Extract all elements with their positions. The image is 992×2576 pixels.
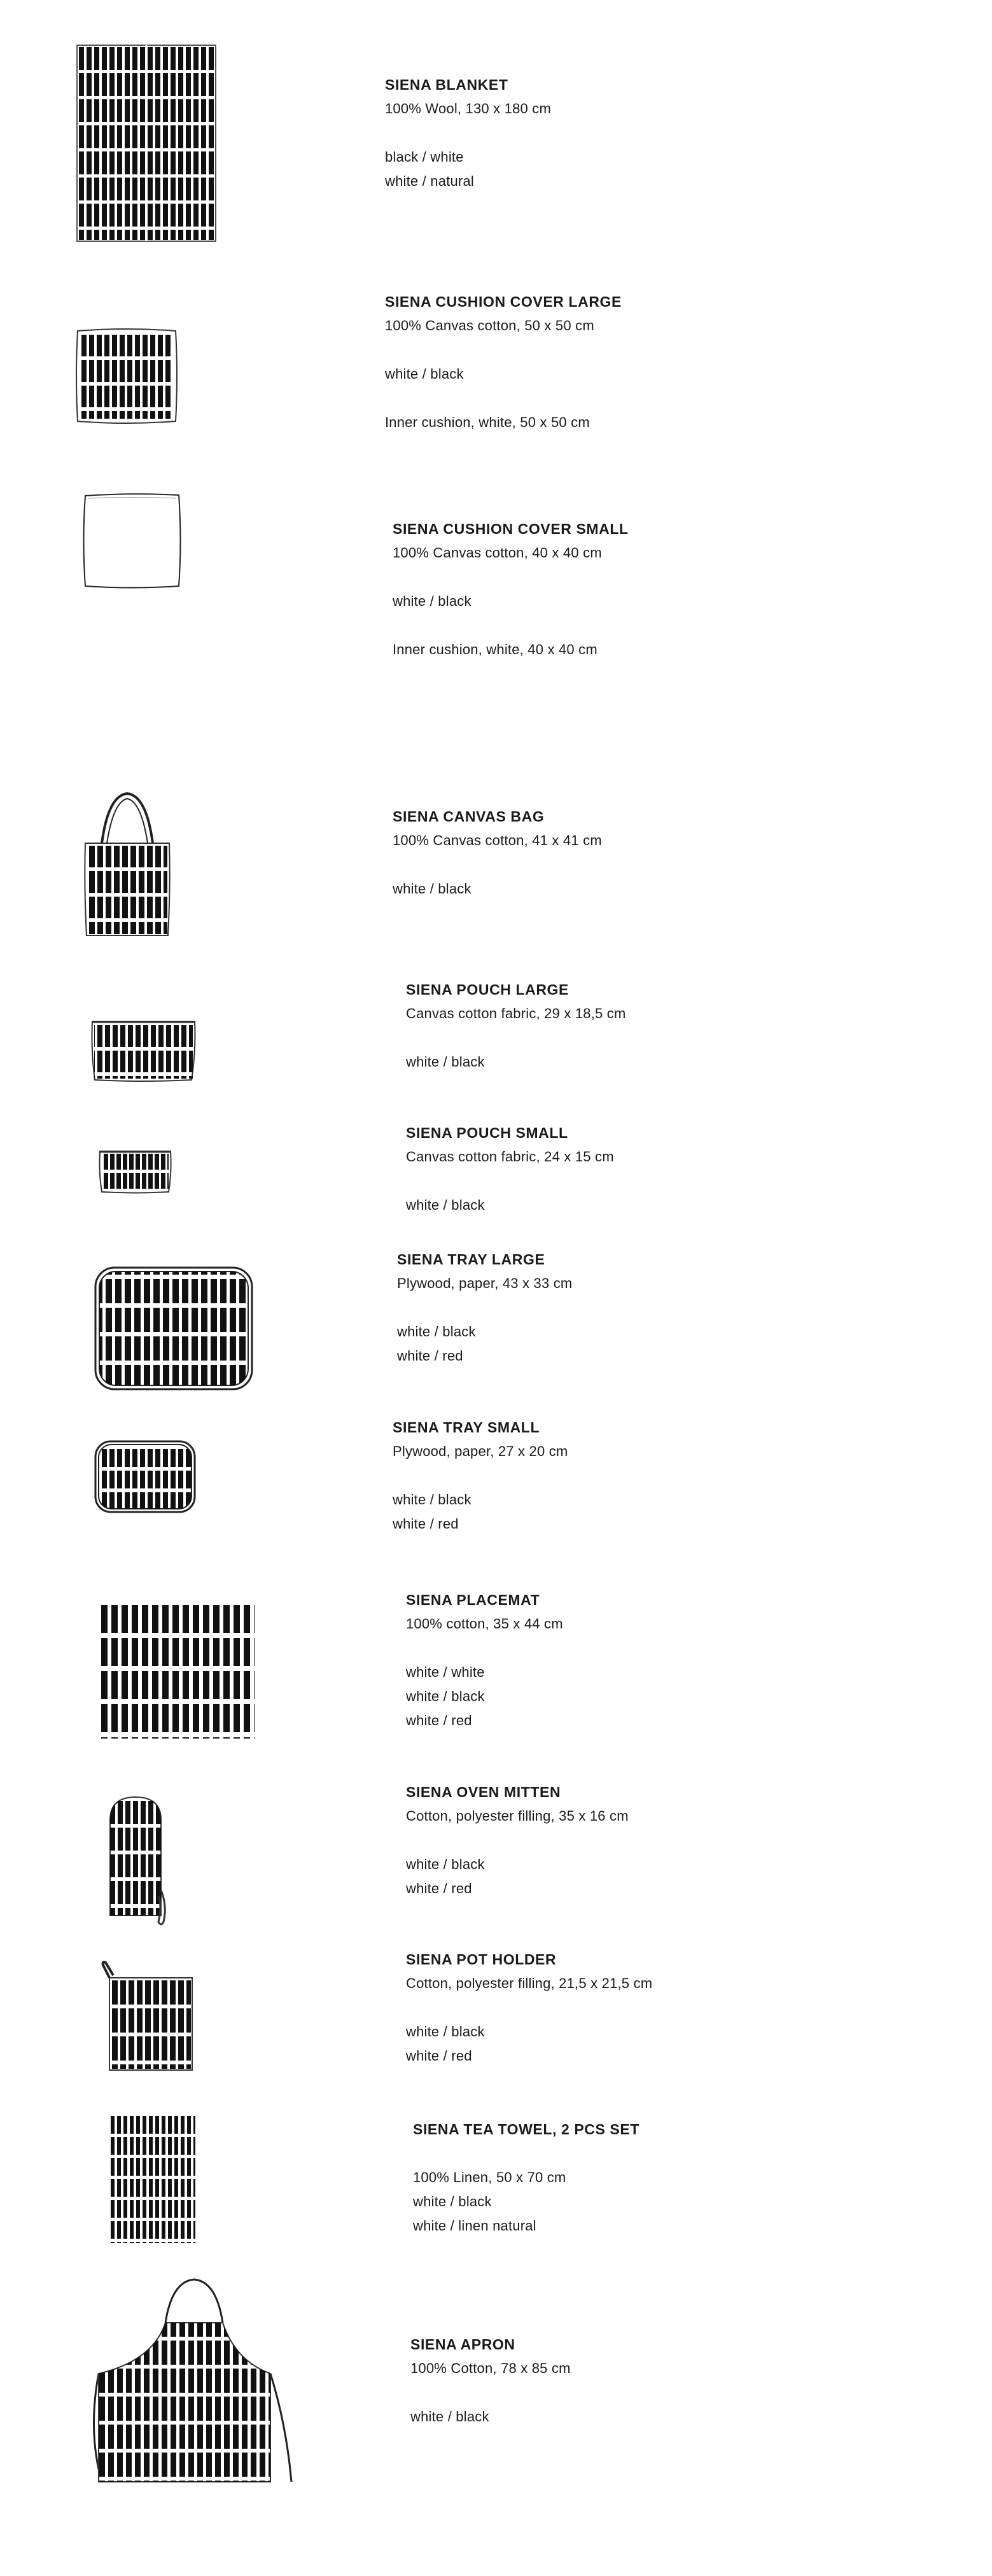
product-title: SIENA POUCH SMALL (406, 1124, 568, 1141)
oven-mitten-icon (105, 1795, 175, 1928)
product-detail: 100% Canvas cotton, 50 x 50 cm (385, 318, 594, 333)
product-detail: Cotton, polyester filling, 21,5 x 21,5 cm (406, 1975, 653, 1991)
product-detail: 100% cotton, 35 x 44 cm (406, 1616, 563, 1632)
color-option: white / black (397, 1324, 476, 1340)
product-title: SIENA TRAY SMALL (393, 1419, 540, 1436)
inner-cushion-note: Inner cushion, white, 50 x 50 cm (385, 414, 590, 430)
color-option: white / black (413, 2194, 492, 2209)
product-title: SIENA APRON (410, 2336, 515, 2353)
color-option: white / black (406, 2024, 485, 2040)
product-detail: 100% Linen, 50 x 70 cm (413, 2169, 566, 2185)
product-title: SIENA POUCH LARGE (406, 981, 569, 998)
cushion-large-icon (76, 328, 177, 424)
product-title: SIENA PLACEMAT (406, 1592, 540, 1608)
color-option: white / red (397, 1348, 463, 1364)
color-option: black / white (385, 149, 464, 165)
product-detail: Plywood, paper, 43 x 33 cm (397, 1275, 573, 1291)
product-title: SIENA CUSHION COVER LARGE (385, 293, 622, 310)
cushion-small-icon (83, 493, 181, 589)
product-detail: 100% Wool, 130 x 180 cm (385, 101, 552, 116)
product-detail: Plywood, paper, 27 x 20 cm (393, 1443, 568, 1459)
product-title: SIENA OVEN MITTEN (406, 1784, 561, 1800)
color-option: white / black (393, 593, 472, 609)
tray-small-icon (94, 1440, 196, 1513)
color-option: white / black (410, 2409, 489, 2425)
product-detail: Cotton, polyester filling, 35 x 16 cm (406, 1808, 629, 1824)
inner-cushion-note: Inner cushion, white, 40 x 40 cm (393, 641, 597, 657)
color-option: white / white (406, 1664, 485, 1680)
tray-large-icon (94, 1266, 253, 1390)
color-option: white / red (406, 2048, 472, 2064)
color-option: white / red (406, 1880, 472, 1896)
color-option: white / natural (385, 173, 474, 189)
product-detail: 100% Canvas cotton, 41 x 41 cm (393, 832, 602, 848)
product-detail: 100% Cotton, 78 x 85 cm (410, 2360, 571, 2376)
color-option: white / black (393, 1492, 472, 1508)
placemat-icon (99, 1605, 255, 1739)
product-title: SIENA TEA TOWEL, 2 PCS SET (413, 2121, 639, 2138)
color-option: white / black (406, 1688, 485, 1704)
pot-holder-icon (101, 1961, 196, 2073)
product-title: SIENA POT HOLDER (406, 1951, 557, 1968)
pouch-small-icon (99, 1150, 172, 1194)
color-option: white / black (385, 366, 464, 382)
product-title: SIENA CANVAS BAG (393, 808, 545, 825)
product-title: SIENA TRAY LARGE (397, 1251, 545, 1268)
color-option: white / black (393, 881, 472, 897)
apron-icon (95, 2278, 299, 2488)
pouch-large-icon (91, 1020, 196, 1082)
color-option: white / red (406, 1712, 472, 1728)
product-title: SIENA BLANKET (385, 76, 508, 93)
blanket-icon (76, 45, 216, 242)
color-option: white / black (406, 1856, 485, 1872)
canvas-bag-icon (83, 792, 172, 939)
color-option: white / linen natural (413, 2218, 536, 2234)
color-option: white / black (406, 1054, 485, 1070)
product-detail: 100% Canvas cotton, 40 x 40 cm (393, 545, 602, 561)
tea-towel-icon (109, 2116, 195, 2243)
color-option: white / black (406, 1197, 485, 1213)
product-detail: Canvas cotton fabric, 24 x 15 cm (406, 1149, 614, 1165)
product-detail: Canvas cotton fabric, 29 x 18,5 cm (406, 1005, 626, 1021)
color-option: white / red (393, 1516, 459, 1532)
product-title: SIENA CUSHION COVER SMALL (393, 521, 629, 537)
